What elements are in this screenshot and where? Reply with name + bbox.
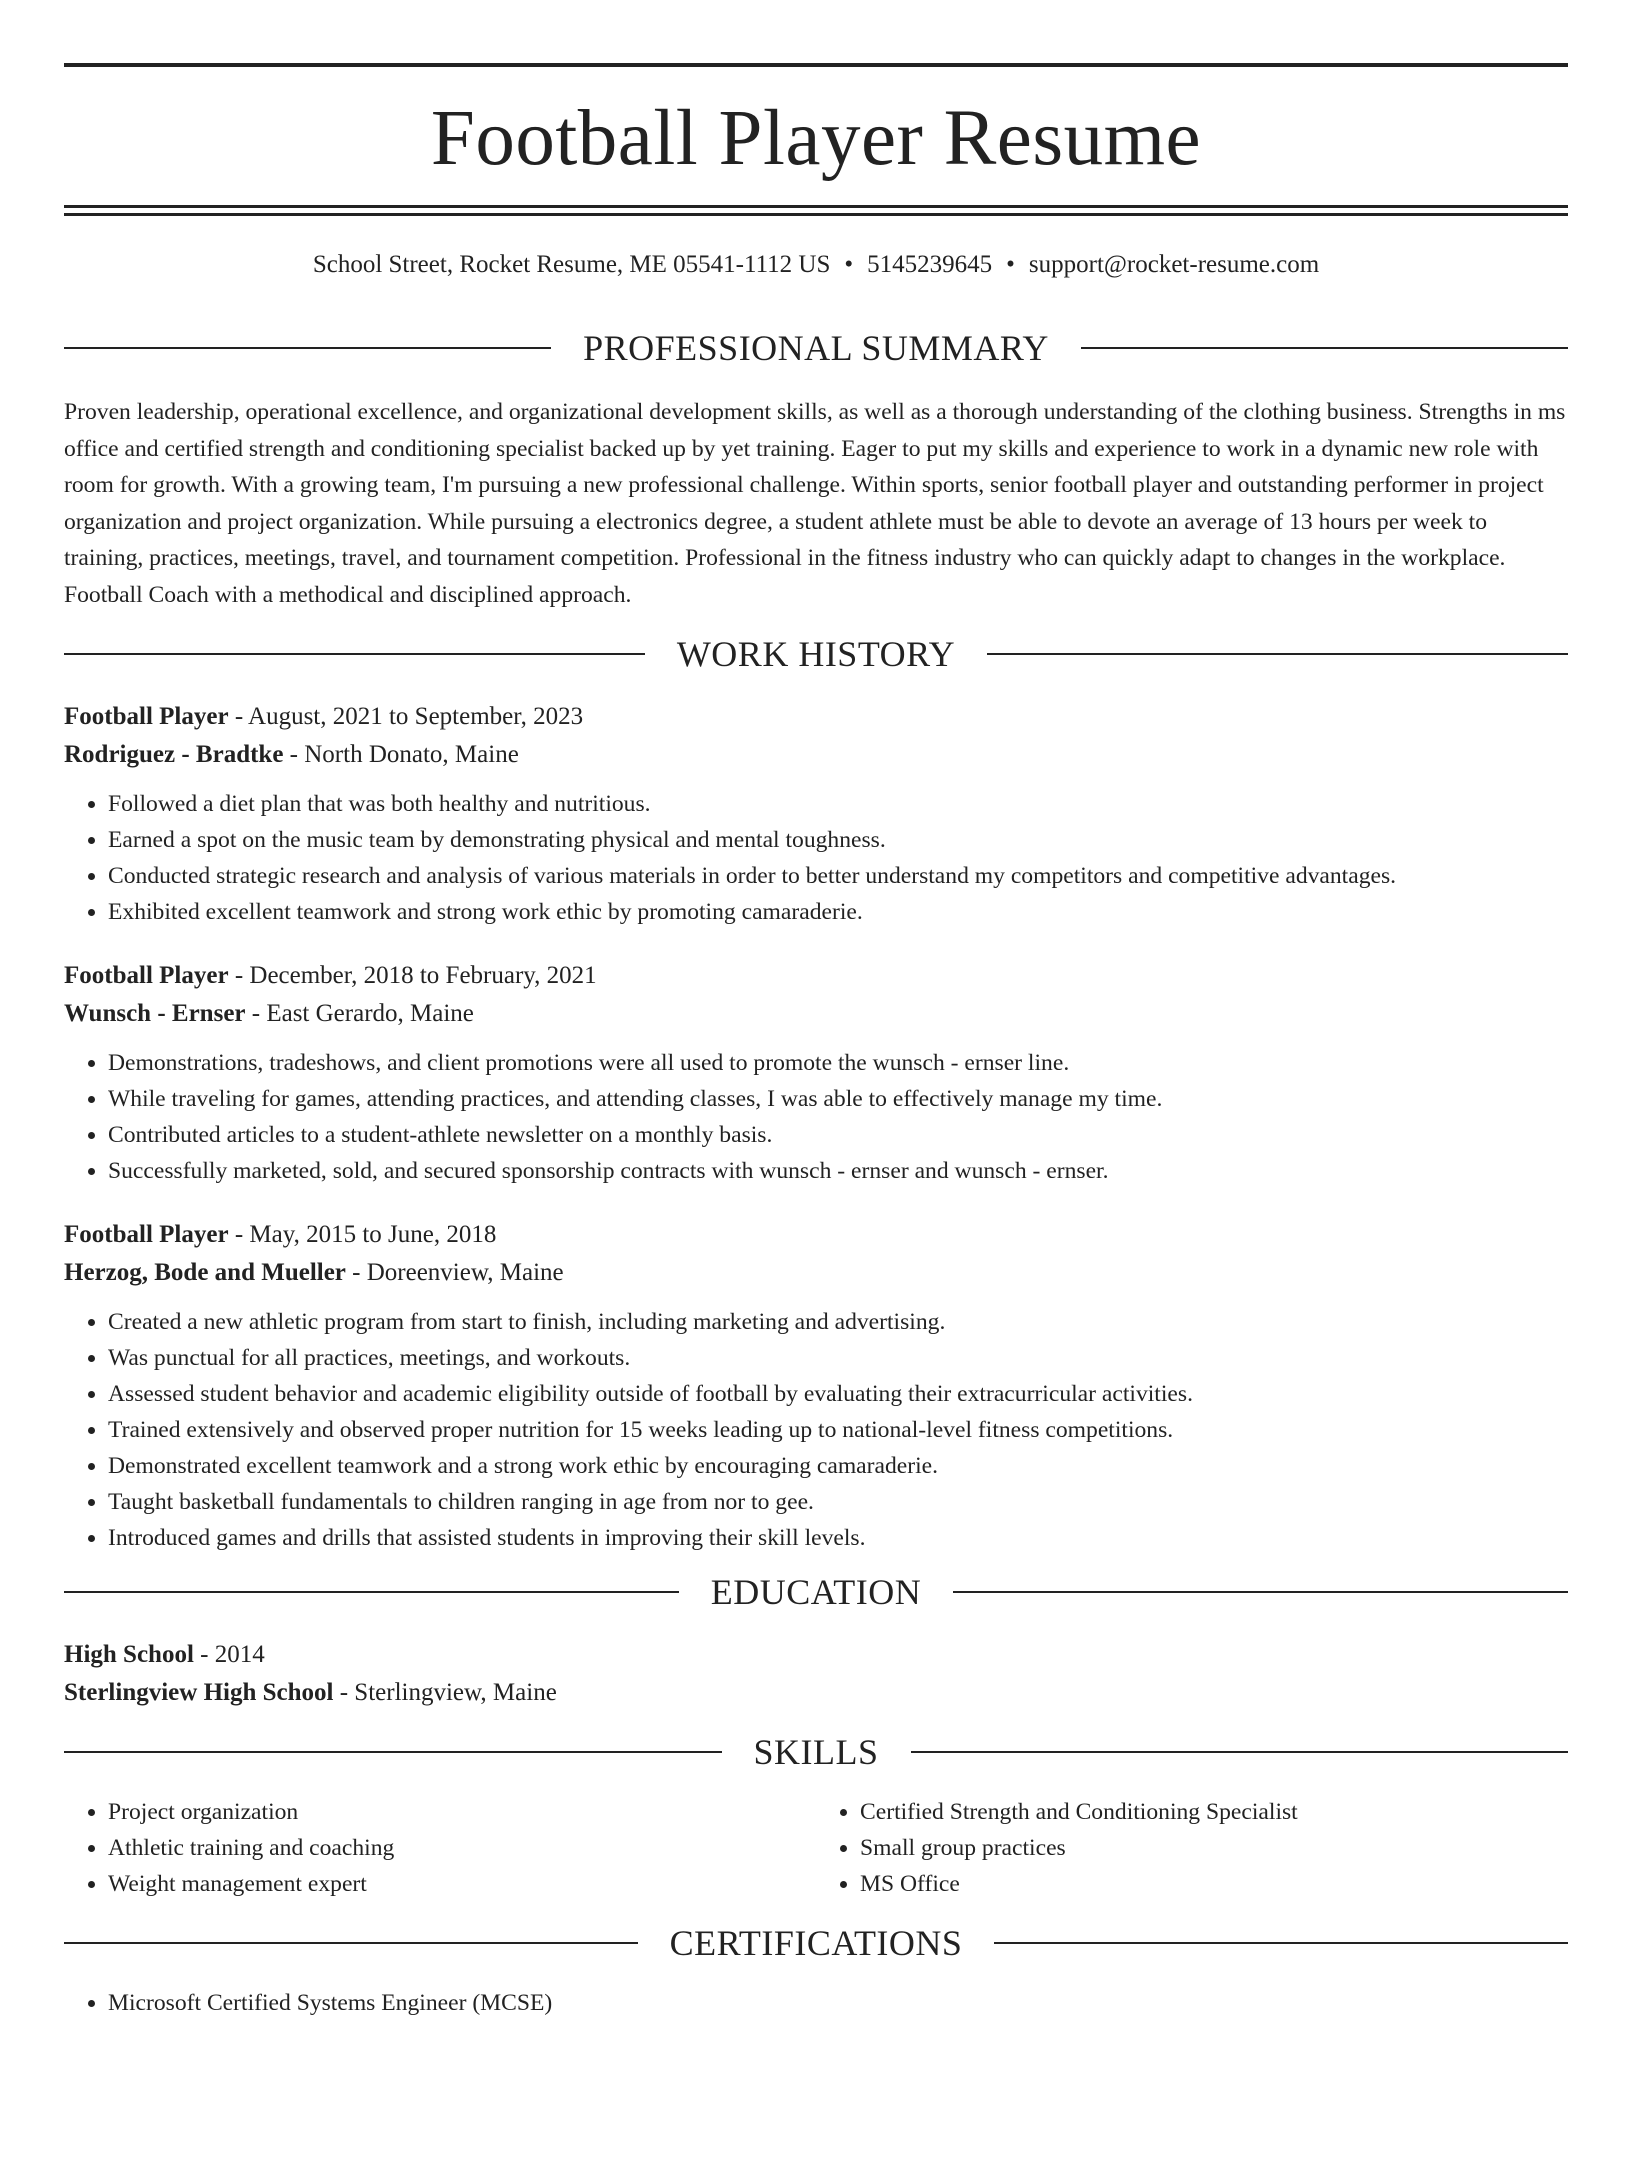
section-rule xyxy=(911,1751,1569,1753)
job-title: Football Player xyxy=(64,703,229,730)
section-rule xyxy=(994,1942,1568,1944)
skill-item: • Weight management expert xyxy=(108,1866,816,1902)
education-year: - 2014 xyxy=(193,1641,265,1668)
job-entry xyxy=(64,698,1568,930)
job-title-line xyxy=(64,1216,1568,1254)
job-bullet: • Taught basketball fundamentals to children ranging in age from nor to gee. xyxy=(108,1484,1568,1520)
section-rule xyxy=(64,1591,679,1593)
contact-email[interactable]: support@rocket-resume.com xyxy=(1028,251,1320,278)
section-header-certifications xyxy=(64,1923,1568,1963)
job-dates: - August, 2021 to September, 2023 xyxy=(228,703,584,730)
job-bullet-list xyxy=(64,1304,1568,1556)
skills-list-left xyxy=(64,1794,816,1902)
section-rule xyxy=(64,1751,722,1753)
job-bullet: • Created a new athletic program from start to finish, including marketing and advertising. xyxy=(108,1304,1568,1340)
job-dates: - December, 2018 to February, 2021 xyxy=(228,962,597,989)
job-company-line xyxy=(64,995,1568,1033)
skill-item: • Athletic training and coaching xyxy=(108,1830,816,1866)
job-bullet: • Exhibited excellent teamwork and strong work ethic by promoting camaraderie. xyxy=(108,894,1568,930)
skills-list-right xyxy=(816,1794,1568,1902)
job-bullet: • Trained extensively and observed proper nutrition for 15 weeks leading up to national-level fitness competitions. xyxy=(108,1412,1568,1448)
job-title-line xyxy=(64,698,1568,736)
job-bullet: • Successfully marketed, sold, and secured sponsorship contracts with wunsch - ernser and wunsch - ernser. xyxy=(108,1153,1568,1189)
job-title: Football Player xyxy=(64,962,229,989)
resume-page xyxy=(0,63,1632,2175)
section-title: CERTIFICATIONS xyxy=(669,1923,963,1963)
job-company: Wunsch - Ernser xyxy=(64,1000,246,1027)
contact-separator: • xyxy=(1006,251,1015,278)
job-location: - North Donato, Maine xyxy=(283,741,519,768)
job-bullet-list xyxy=(64,1045,1568,1189)
top-rule xyxy=(64,63,1568,67)
job-entry xyxy=(64,1216,1568,1556)
job-dates: - May, 2015 to June, 2018 xyxy=(228,1221,497,1248)
section-rule xyxy=(64,1942,638,1944)
job-bullet: • Introduced games and drills that assisted students in improving their skill levels. xyxy=(108,1520,1568,1556)
job-entry xyxy=(64,957,1568,1189)
job-company-line xyxy=(64,736,1568,774)
job-bullet: • Was punctual for all practices, meetings, and workouts. xyxy=(108,1340,1568,1376)
contact-phone[interactable]: 5145239645 xyxy=(867,251,993,278)
certification-item: • Microsoft Certified Systems Engineer (MCSE) xyxy=(108,1985,1568,2021)
job-bullet: • Assessed student behavior and academic eligibility outside of football by evaluating their extracurricular activities. xyxy=(108,1376,1568,1412)
contact-separator: • xyxy=(844,251,854,278)
job-bullet: • Earned a spot on the music team by demonstrating physical and mental toughness. xyxy=(108,822,1568,858)
section-rule xyxy=(64,347,551,349)
section-rule xyxy=(64,653,645,655)
job-company: Herzog, Bode and Mueller xyxy=(64,1259,346,1286)
job-bullet: • Contributed articles to a student-athlete newsletter on a monthly basis. xyxy=(108,1117,1568,1153)
skills-columns xyxy=(64,1794,1568,1902)
job-bullet: • Conducted strategic research and analysis of various materials in order to better understand my competitors and competitive advantages. xyxy=(108,858,1568,894)
education-school-line xyxy=(64,1674,1568,1712)
contact-address: School Street, Rocket Resume, ME 05541-1112 US xyxy=(312,251,831,278)
section-title: WORK HISTORY xyxy=(676,634,956,674)
education-entry xyxy=(64,1636,1568,1712)
title-double-rule xyxy=(64,205,1568,216)
education-location: - Sterlingview, Maine xyxy=(333,1679,557,1706)
job-title-line xyxy=(64,957,1568,995)
job-location: - Doreenview, Maine xyxy=(345,1259,564,1286)
education-degree-line xyxy=(64,1636,1568,1674)
section-header-skills xyxy=(64,1732,1568,1772)
section-header-summary xyxy=(64,328,1568,368)
job-bullet: • Demonstrations, tradeshows, and client promotions were all used to promote the wunsch - ernser line. xyxy=(108,1045,1568,1081)
section-rule xyxy=(953,1591,1568,1593)
contact-line xyxy=(64,250,1568,280)
skill-item: • MS Office xyxy=(860,1866,1568,1902)
skill-item: • Project organization xyxy=(108,1794,816,1830)
section-header-education xyxy=(64,1572,1568,1612)
skill-item: • Small group practices xyxy=(860,1830,1568,1866)
summary-paragraph: Proven leadership, operational excellence, and organizational development skills, as well as a thorough understanding of the clothing business. Strengths in ms office and certified strength and conditioning specialist backed up by yet training. Eager to put my skills and experience to work in a dynamic new role with room for growth. With a growing team, I'm pursuing a new professional challenge. Within sports, senior football player and outstanding performer in project organization and project organization. While pursuing a electronics degree, a student athlete must be able to devote an average of 13 hours per week to training, practices, meetings, travel, and tournament competition. Professional in the fitness industry who can quickly adapt to changes in the workplace. Football Coach with a methodical and disciplined approach. xyxy=(64,399,1566,608)
job-bullet: • Demonstrated excellent teamwork and a strong work ethic by encouraging camaraderie. xyxy=(108,1448,1568,1484)
skill-item: • Certified Strength and Conditioning Specialist xyxy=(860,1794,1568,1830)
section-rule xyxy=(987,653,1568,655)
section-title: EDUCATION xyxy=(710,1572,922,1612)
certifications-list xyxy=(64,1985,1568,2021)
job-company: Rodriguez - Bradtke xyxy=(64,741,284,768)
section-title: PROFESSIONAL SUMMARY xyxy=(583,328,1049,368)
job-title: Football Player xyxy=(64,1221,229,1248)
job-company-line xyxy=(64,1254,1568,1292)
education-degree: High School xyxy=(64,1641,194,1668)
job-bullet: • While traveling for games, attending practices, and attending classes, I was able to effectively manage my time. xyxy=(108,1081,1568,1117)
section-rule xyxy=(1081,347,1568,349)
resume-title: Football Player Resume xyxy=(430,95,1202,182)
section-title: SKILLS xyxy=(753,1732,879,1772)
job-bullet-list xyxy=(64,786,1568,930)
section-header-work-history xyxy=(64,634,1568,674)
job-location: - East Gerardo, Maine xyxy=(245,1000,474,1027)
education-school: Sterlingview High School xyxy=(64,1679,334,1706)
job-bullet: • Followed a diet plan that was both healthy and nutritious. xyxy=(108,786,1568,822)
